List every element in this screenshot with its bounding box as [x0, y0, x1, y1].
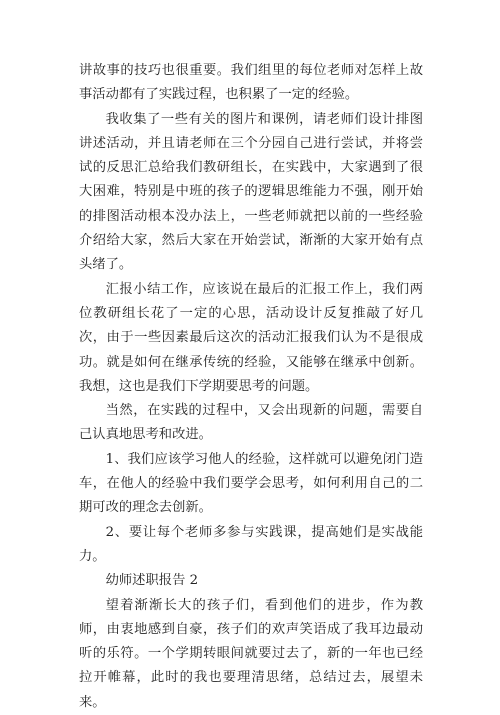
paragraph-1: 讲故事的技巧也很重要。我们组里的每位老师对怎样上故事活动都有了实践过程，也积累了一定的经验。 — [79, 63, 423, 103]
paragraph-3: 汇报小结工作，应该说在最后的汇报工作上，我们两位教研组长花了一定的心思，活动设计反复推敲了好几次，由于一些因素最后这次的活动汇报我们认为不是很成功。就是如何在继承传统的经验，又能够在继承中创新。我想，这也是我们下学期要思考的问题。 — [79, 281, 423, 394]
document-body — [79, 59, 423, 715]
list-item-2: 2、要让每个老师多参与实践课，提高她们是实战能力。 — [79, 524, 423, 564]
list-item-1: 1、我们应该学习他人的经验，这样就可以避免闭门造车，在他人的经验中我们要学会思考，如何利用自己的二期可改的理念去创新。 — [79, 451, 423, 516]
paragraph-2: 我收集了一些有关的图片和课例，请老师们设计排图讲述活动，并且请老师在三个分园自己进行尝试，并将尝试的反思汇总给我们教研组长，在实践中，大家遇到了很大困难，特别是中班的孩子的逻辑思维能力不强，刚开始的排图活动根本没办法上，一些老师就把以前的一些经验介绍给大家，然后大家在开始尝试，渐渐的大家开始有点头绪了。 — [79, 111, 423, 273]
paragraph-4: 当然，在实践的过程中，又会出现新的问题，需要自己认真地思考和改进。 — [79, 403, 423, 443]
paragraph-5: 望着渐渐长大的孩子们，看到他们的进步，作为教师，由衷地感到自豪，孩子们的欢声笑语成了我耳边最动听的乐符。一个学期转眼间就要过去了，新的一年也已经拉开帷幕，此时的我也要理清思绪，总结过去，展望未来。 — [79, 597, 423, 710]
section-heading: 幼师述职报告 2 — [105, 573, 199, 589]
